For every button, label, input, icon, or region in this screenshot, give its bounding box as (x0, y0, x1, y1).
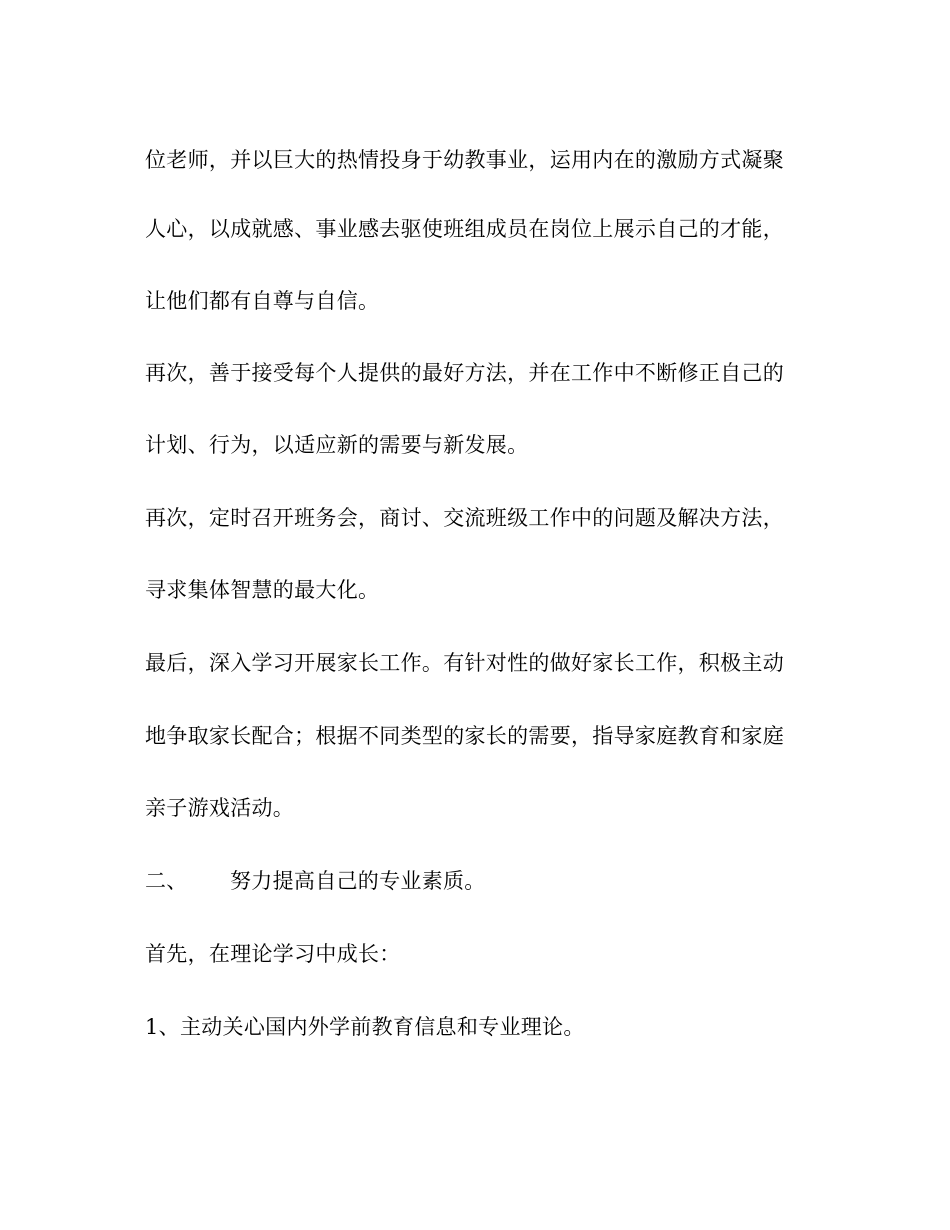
paragraph-line: 再次，定时召开班务会，商讨、交流班级工作中的问题及解决方法， (145, 506, 784, 530)
paragraph-line: 计划、行为，以适应新的需要与新发展。 (145, 433, 529, 457)
paragraph-line: 寻求集体智慧的最大化。 (145, 578, 380, 602)
paragraph-line: 首先，在理论学习中成长： (145, 942, 401, 966)
section-heading (145, 866, 825, 896)
section-heading-title: 努力提高自己的专业素质。 (230, 869, 486, 893)
paragraph-line: 让他们都有自尊与自信。 (145, 289, 380, 313)
paragraph-line: 位老师，并以巨大的热情投身于幼教事业，运用内在的激励方式凝聚 (145, 148, 784, 172)
paragraph-line: 亲子游戏活动。 (145, 796, 295, 820)
list-item: 1、主动关心国内外学前教育信息和专业理论。 (145, 1015, 585, 1039)
paragraph-line: 再次，善于接受每个人提供的最好方法，并在工作中不断修正自己的 (145, 361, 784, 385)
paragraph-line: 最后，深入学习开展家长工作。有针对性的做好家长工作，积极主动 (145, 651, 784, 675)
paragraph-line: 地争取家长配合；根据不同类型的家长的需要，指导家庭教育和家庭 (145, 724, 784, 748)
section-heading-number: 二、 (145, 869, 188, 893)
paragraph-line: 人心，以成就感、事业感去驱使班组成员在岗位上展示自己的才能， (145, 217, 784, 241)
